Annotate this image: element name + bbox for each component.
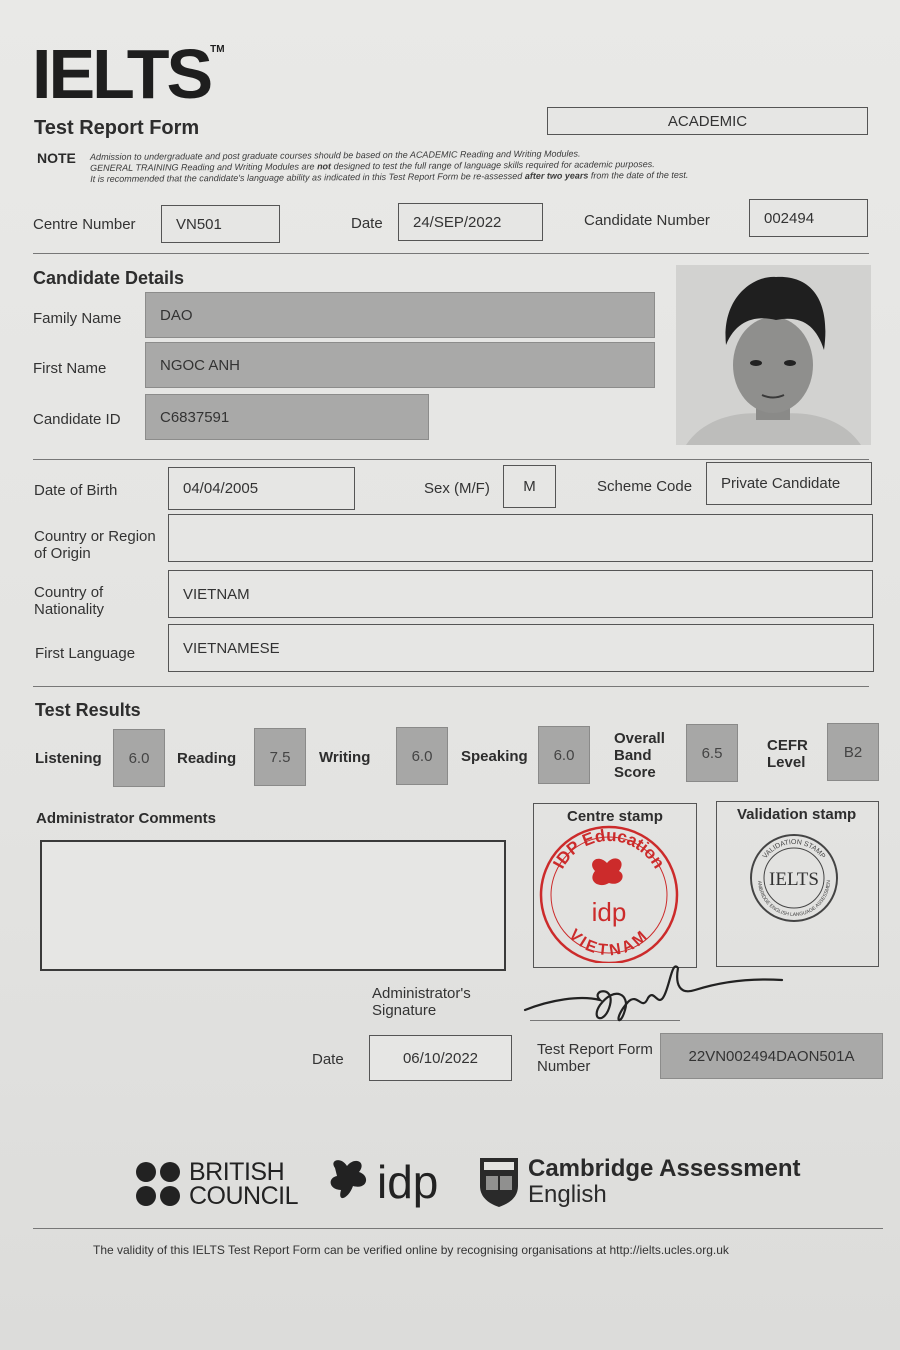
- idp-centre-stamp: [535, 823, 683, 963]
- note-line: GENERAL TRAINING Reading and Writing Modules are not designed to test the full range of language skills required for academic purposes.: [90, 159, 655, 173]
- nationality-label: Country of Nationality: [34, 584, 105, 618]
- stamp-top-text: IDP Education: [549, 825, 669, 872]
- british-council-text: BRITISH: [189, 1158, 285, 1186]
- validation-bottom-text: AMBRIDGE ENGLISH LANGUAGE ASSESSMEN: [755, 880, 833, 919]
- cambridge-assessment-logo: [478, 1156, 801, 1208]
- first-name-label: First Name: [33, 360, 107, 377]
- stamp-idp-text: idp: [591, 897, 627, 927]
- admin-comments-label: Administrator Comments: [36, 810, 217, 827]
- test-date-value: 24/SEP/2022: [398, 203, 543, 241]
- scheme-code-label: Scheme Code: [597, 478, 693, 495]
- overall-band-label: Overall Band Score: [614, 730, 665, 781]
- candidate-photo: [676, 265, 871, 445]
- note-text: [90, 147, 820, 185]
- administrator-signature: [520, 950, 790, 1030]
- sex-label: Sex (M/F): [424, 480, 490, 497]
- form-title: Test Report Form: [34, 117, 200, 139]
- idp-leaf-icon: [327, 1158, 373, 1206]
- trf-number-label: Test Report Form Number: [537, 1041, 653, 1075]
- reading-score: 7.5: [254, 728, 306, 786]
- idp-logo-text: idp: [377, 1156, 439, 1208]
- dob-label: Date of Birth: [34, 482, 118, 499]
- issue-date-label: Date: [312, 1051, 344, 1068]
- nationality-value: VIETNAM: [168, 570, 873, 618]
- cambridge-text: English: [528, 1181, 607, 1208]
- origin-label: Country or Region of Origin: [34, 528, 156, 562]
- signature-label: Administrator's Signature: [372, 985, 471, 1019]
- british-council-dots-icon: [135, 1161, 181, 1207]
- speaking-score: 6.0: [538, 726, 590, 784]
- ielts-logo-text: IELTS: [32, 35, 211, 113]
- test-results-title: Test Results: [35, 700, 141, 720]
- test-date-label: Date: [351, 215, 383, 232]
- first-language-value: VIETNAMESE: [168, 624, 874, 672]
- candidate-details-title: Candidate Details: [33, 268, 185, 288]
- candidate-id-value: C6837591: [145, 394, 429, 440]
- note-line: Admission to undergraduate and post graduate courses should be based on the ACADEMIC Reading and Writing Modules.: [90, 148, 581, 162]
- footer-divider: [33, 1228, 883, 1229]
- validation-stamp-label: Validation stamp: [737, 806, 857, 823]
- validation-center-text: IELTS: [769, 869, 819, 890]
- british-council-logo: [135, 1160, 298, 1208]
- cefr-level-label: CEFR Level: [767, 737, 808, 771]
- british-council-text: COUNCIL: [189, 1182, 299, 1210]
- candidate-number-label: Candidate Number: [584, 212, 710, 229]
- centre-stamp-label: Centre stamp: [567, 808, 663, 825]
- stamp-bottom-text: VIETNAM: [565, 926, 653, 960]
- candidate-id-label: Candidate ID: [33, 411, 121, 428]
- dob-value: 04/04/2005: [168, 467, 355, 510]
- admin-comments-box: [40, 840, 506, 971]
- writing-label: Writing: [319, 749, 371, 766]
- reading-label: Reading: [177, 750, 237, 767]
- family-name-label: Family Name: [33, 310, 122, 327]
- centre-number-value: VN501: [161, 205, 280, 243]
- writing-score: 6.0: [396, 727, 448, 785]
- scheme-code-value: Private Candidate: [706, 462, 872, 505]
- issue-date-value: 06/10/2022: [369, 1035, 512, 1081]
- listening-score: 6.0: [113, 729, 165, 787]
- trademark: TM: [210, 44, 225, 55]
- first-language-label: First Language: [35, 645, 136, 662]
- note-line: It is recommended that the candidate's language ability as indicated in this Test Report Form be re-assessed after two years from the date of the test.: [90, 169, 689, 184]
- family-name-value: DAO: [145, 292, 655, 338]
- ielts-validation-stamp: [748, 832, 840, 924]
- sex-value: M: [503, 465, 556, 508]
- cambridge-text: Cambridge Assessment: [528, 1155, 801, 1182]
- speaking-label: Speaking: [461, 748, 528, 765]
- origin-value: [168, 514, 873, 562]
- candidate-number-value: 002494: [749, 199, 868, 237]
- ielts-logo: [32, 34, 225, 114]
- divider: [33, 686, 869, 687]
- centre-number-label: Centre Number: [33, 216, 136, 233]
- trf-number-value: 22VN002494DAON501A: [660, 1033, 883, 1079]
- idp-logo: [327, 1158, 438, 1206]
- validity-notice: The validity of this IELTS Test Report Form can be verified online by recognising organisations at http://ielts.ucles.org.uk: [93, 1243, 729, 1257]
- cambridge-shield-icon: [478, 1156, 520, 1208]
- divider: [33, 459, 869, 460]
- first-name-value: NGOC ANH: [145, 342, 655, 388]
- module-box: ACADEMIC: [547, 107, 868, 135]
- validation-ring-text: VALIDATION STAMP: [761, 838, 827, 861]
- note-label: NOTE: [37, 150, 76, 166]
- listening-label: Listening: [35, 750, 102, 767]
- cefr-level-value: B2: [827, 723, 879, 781]
- overall-band-score: 6.5: [686, 724, 738, 782]
- divider: [33, 253, 869, 254]
